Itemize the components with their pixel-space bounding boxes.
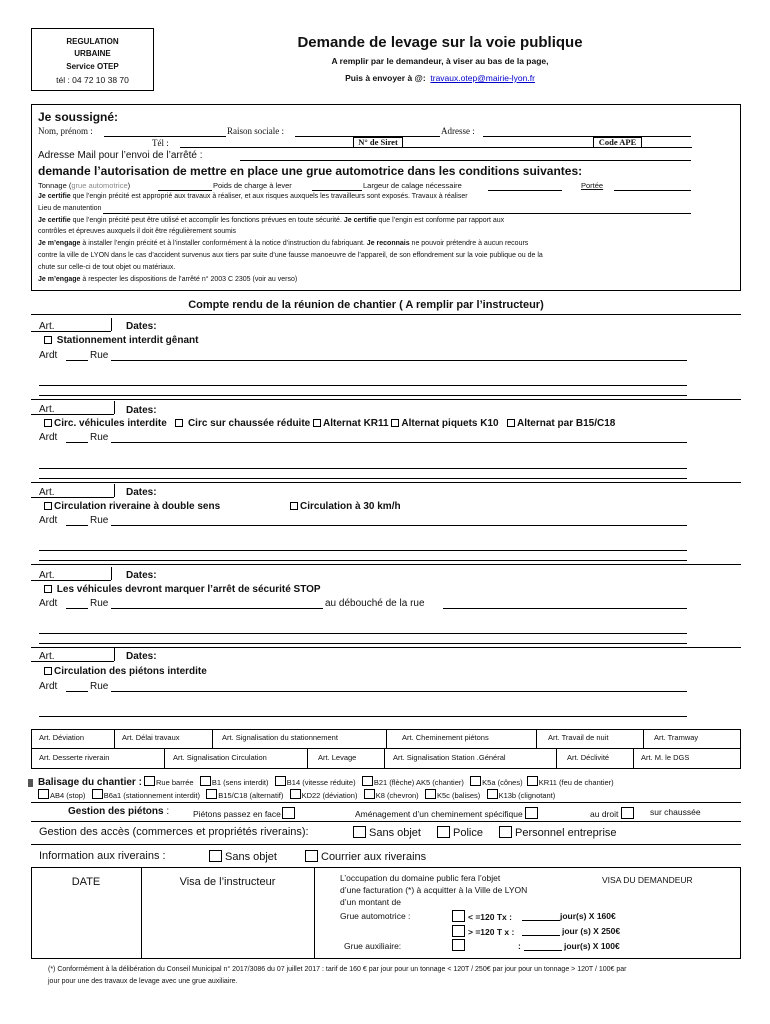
- certifie-1: [38, 193, 468, 200]
- section-5-rue-label: Rue: [90, 681, 109, 692]
- art-grid-bottom: [31, 768, 741, 769]
- section-5-art-underline: [31, 661, 114, 662]
- option-chaussee-reduite-label: Circ sur chaussée réduite: [187, 418, 311, 429]
- lieu-field[interactable]: [103, 213, 691, 214]
- certifie-3-bold: Je certifie: [343, 217, 377, 224]
- siret-field[interactable]: [403, 147, 593, 148]
- largeur-field[interactable]: [488, 190, 562, 191]
- section-1-art-underline: [31, 331, 111, 332]
- section-2-art-label: Art.: [39, 404, 55, 415]
- art-desserte-riverain[interactable]: Art. Desserte riverain: [39, 753, 110, 762]
- option-alternat-kr11-label: Alternat KR11: [323, 418, 389, 429]
- balisage-row2: [38, 789, 555, 800]
- tarif-1-days-field[interactable]: [522, 920, 560, 921]
- balisage-kr11-label: KR11 (feu de chantier): [538, 778, 614, 787]
- nom-label: Nom, prénom :: [38, 126, 93, 136]
- section-3-art-divider: [114, 484, 115, 497]
- pietons-chaussee[interactable]: [650, 807, 701, 817]
- section-1-note-line-2[interactable]: [39, 395, 687, 396]
- balisage-k5c-label: K5c (balises): [436, 791, 481, 800]
- section-3-art-label: Art.: [39, 487, 55, 498]
- section-2-bottom-rule: [31, 482, 741, 483]
- request-heading: demande l’autorisation de mettre en place une grue automotrice dans les conditions suivantes:: [38, 164, 583, 178]
- balisage-row1: [38, 776, 614, 788]
- art-signalisation-circulation[interactable]: Art. Signalisation Circulation: [173, 753, 267, 762]
- art-deviation[interactable]: Art. Déviation: [39, 733, 85, 742]
- section-1-ardt-field[interactable]: [66, 360, 88, 361]
- section-1-rue-field[interactable]: [111, 360, 687, 361]
- engage-1-text: à installer l’engin précité et à l’installer conformément à la notice d’instruction du fabriquant.: [80, 240, 367, 247]
- tarif-1[interactable]: [452, 910, 512, 922]
- art-travail-nuit[interactable]: Art. Travail de nuit: [548, 733, 609, 742]
- pietons-cheminement-label: Aménagement d’un cheminement spécifique: [355, 809, 523, 819]
- pietons-droit[interactable]: [590, 807, 637, 819]
- section-5-ardt-field[interactable]: [66, 691, 88, 692]
- balisage-k8-label: K8 (chevron): [375, 791, 419, 800]
- pietons-label-text: Gestion des piétons: [68, 806, 164, 817]
- je-soussigne-heading: Je soussigné:: [38, 110, 119, 124]
- balisage-b15-label: B15/C18 (alternatif): [218, 791, 284, 800]
- section-2-ardt-field[interactable]: [66, 442, 88, 443]
- pietons-label: [68, 806, 169, 817]
- tarif-1-end: jour(s) X 160€: [560, 911, 616, 921]
- pietons-cheminement-checkbox[interactable]: [525, 807, 538, 819]
- tarif-2-label: > =120 T x :: [468, 927, 515, 937]
- section-1-bottom-rule: [31, 399, 741, 400]
- footnote-line1: (*) Conformément à la délibération du Conseil Municipal n° 2017/3086 du 07 juillet 2017 : tarif de 160 € par jour pour un tonnage < 120T / 250€ par jour pour un tonnage > 120T / 100€ par: [48, 966, 627, 973]
- lieu-label: Lieu de manutention: [38, 205, 102, 212]
- pietons-face-checkbox[interactable]: [282, 807, 295, 819]
- balisage-b1-checkbox[interactable]: [200, 776, 211, 786]
- section-2-rue-field[interactable]: [111, 442, 687, 443]
- section-5-rue-field[interactable]: [111, 691, 687, 692]
- art-signalisation-station[interactable]: Art. Signalisation Station .Général: [393, 753, 506, 762]
- poids-label: Poids de charge à lever: [213, 181, 292, 190]
- raison-label: Raison sociale :: [227, 126, 284, 136]
- balisage-b21[interactable]: [362, 778, 464, 787]
- option-alternat-b15[interactable]: [507, 418, 615, 429]
- art-grid-row2-div-1: [164, 748, 165, 768]
- service-phone: tél : 04 72 10 38 70: [56, 75, 129, 85]
- tarif-3-checkbox[interactable]: [452, 939, 465, 951]
- reconnais-text: ne pouvoir prétendre à aucun recours: [409, 240, 529, 247]
- subtitle-2-prefix: Puis à envoyer à @:: [345, 73, 426, 83]
- art-delai-travaux[interactable]: Art. Délai travaux: [122, 733, 180, 742]
- poids-field[interactable]: [312, 190, 362, 191]
- compte-rendu-heading: Compte rendu de la réunion de chantier ( A remplir par l’instructeur): [188, 299, 544, 311]
- option-alternat-k10-checkbox[interactable]: [391, 419, 399, 427]
- section-4-art-underline: [31, 580, 111, 581]
- balisage-kd22-label: KD22 (déviation): [301, 791, 358, 800]
- art-grid-row1-div-5: [643, 729, 644, 748]
- balisage-b14-checkbox[interactable]: [275, 776, 286, 786]
- tarif-3-colon: :: [518, 941, 521, 951]
- balisage-b21-label: B21 (flèche) AK5 (chantier): [373, 778, 464, 787]
- option-30kmh[interactable]: [290, 501, 401, 512]
- service-name: Service OTEP: [66, 62, 119, 71]
- option-alternat-b15-checkbox[interactable]: [507, 419, 515, 427]
- subtitle-1: A remplir par le demandeur, à viser au bas de la page,: [331, 56, 549, 66]
- art-cheminement-pietons[interactable]: Art. Cheminement piétons: [402, 733, 489, 742]
- section-5-art-divider: [114, 648, 115, 661]
- balisage-k5a-label: K5a (cônes): [482, 778, 523, 787]
- engage-1-bold: Je m’engage: [38, 240, 81, 247]
- footnote-line2: jour pour une des travaux de levage avec une grue auxiliaire.: [48, 978, 238, 985]
- balisage-k8-checkbox[interactable]: [364, 789, 375, 799]
- ape-label: Code APE: [593, 137, 642, 148]
- art-grid-row1-div-2: [212, 729, 213, 748]
- section-4-note-line-1[interactable]: [39, 633, 687, 634]
- pietons-droit-label: au droit: [590, 809, 619, 819]
- section-3-art-underline: [31, 497, 114, 498]
- email-link[interactable]: travaux.otep@mairie-lyon.fr: [430, 73, 535, 83]
- balisage-k8[interactable]: [364, 791, 419, 800]
- section-4-ardt-field[interactable]: [66, 608, 88, 609]
- certifie-2-text: que l’engin précité peut être utilisé et accomplir les fonctions prévues en toute sécurité.: [70, 217, 344, 224]
- art-grid-middle: [31, 748, 741, 749]
- signature-div-2: [314, 867, 315, 959]
- section-5-ardt-label: Ardt: [39, 681, 58, 692]
- section-5-dates-label: Dates:: [126, 651, 157, 662]
- balisage-rue-barree-label: Rue barrée: [156, 778, 194, 787]
- tarif-1-label: < =120 Tx :: [468, 912, 512, 922]
- section-3-rue-field[interactable]: [111, 525, 687, 526]
- art-tramway[interactable]: Art. Tramway: [654, 733, 699, 742]
- section-4-rue-field[interactable]: [111, 608, 323, 609]
- section-3-dates-label: Dates:: [126, 487, 157, 498]
- info-sans-objet-label: Sans objet: [225, 851, 277, 863]
- balisage-label: Balisage du chantier :: [38, 777, 142, 788]
- tonnage-close: ): [127, 181, 131, 190]
- art-grid-border-right: [740, 729, 741, 768]
- option-pietons-label: Circulation des piétons interdite: [54, 666, 207, 677]
- acces-personnel-checkbox[interactable]: [499, 826, 512, 838]
- section-2-art-divider: [114, 401, 115, 414]
- mail-label: Adresse Mail pour l’envoi de l’arrêté :: [38, 150, 203, 161]
- balisage-k13b-label: K13b (clignotant): [498, 791, 556, 800]
- acces-police[interactable]: [437, 826, 483, 839]
- section-4-dates-label: Dates:: [126, 570, 157, 581]
- option-stop-checkbox[interactable]: [44, 585, 52, 593]
- tarif-2-days-field[interactable]: [522, 935, 560, 936]
- subtitle-2: [250, 73, 630, 83]
- engage-line3: chute sur celle-ci de tout objet ou matériaux.: [38, 264, 176, 271]
- tonnage-field[interactable]: [158, 190, 212, 191]
- option-stop[interactable]: [44, 584, 321, 595]
- tarif-3[interactable]: [452, 939, 468, 951]
- section-2-options: [44, 418, 724, 429]
- art-grid-row1-div-3: [386, 729, 387, 748]
- acces-sans-objet-label: Sans objet: [369, 827, 421, 839]
- nom-field[interactable]: [104, 136, 226, 137]
- section-4-bottom-rule: [31, 647, 741, 648]
- section-3-ardt-field[interactable]: [66, 525, 88, 526]
- mail-field[interactable]: [240, 160, 691, 161]
- option-chaussee-reduite-checkbox[interactable]: [175, 419, 183, 427]
- balisage-b15[interactable]: [206, 791, 283, 800]
- info-sans-objet-checkbox[interactable]: [209, 850, 222, 862]
- info-sans-objet[interactable]: [209, 850, 277, 863]
- balisage-kr11[interactable]: [527, 778, 614, 787]
- section-5-art-label: Art.: [39, 651, 55, 662]
- certifie-1-bold: Je certifie: [38, 193, 71, 200]
- acces-police-checkbox[interactable]: [437, 826, 450, 838]
- info-courrier-label: Courrier aux riverains: [321, 851, 427, 863]
- balisage-kd22[interactable]: [290, 791, 358, 800]
- acces-top-rule: [31, 821, 741, 822]
- balisage-k13b[interactable]: [487, 791, 556, 800]
- section-4-note-line-2[interactable]: [39, 643, 687, 644]
- section-1-note-line-1[interactable]: [39, 385, 687, 386]
- option-circ-interdite[interactable]: [44, 418, 167, 429]
- dept-line1: REGULATION: [66, 37, 119, 46]
- balisage-k5c[interactable]: [425, 791, 480, 800]
- pietons-face[interactable]: [193, 807, 298, 819]
- tarif-3-end: jour(s) X 100€: [564, 941, 620, 951]
- balisage-b1[interactable]: [200, 778, 269, 787]
- tel-label: Tél :: [152, 138, 169, 148]
- occupation-line1: L’occupation du domaine public fera l’objet: [340, 873, 501, 883]
- tel-field[interactable]: [180, 147, 353, 148]
- occupation-line2: d’une facturation (*) à acquitter à la Ville de LYON: [340, 885, 528, 895]
- portee-label: Portée: [581, 181, 604, 190]
- balisage-b14-label: B14 (vitesse réduite): [286, 778, 356, 787]
- grue-auxiliaire-label: Grue auxiliaire:: [344, 941, 402, 951]
- balisage-b6a1-label: B6a1 (stationnement interdit): [103, 791, 201, 800]
- option-circ-interdite-checkbox[interactable]: [44, 419, 52, 427]
- section-2-note-line-1[interactable]: [39, 468, 687, 469]
- pietons-face-label: Piétons passez en face: [193, 809, 281, 819]
- balisage-b15-checkbox[interactable]: [206, 789, 217, 799]
- tarif-2-end: jour (s) X 250€: [562, 926, 621, 936]
- option-pietons-interdite[interactable]: [44, 666, 207, 677]
- balisage-b1-label: B1 (sens interdit): [211, 778, 269, 787]
- pietons-top-rule: [31, 802, 741, 803]
- section-4-debouche-label: au débouché de la rue: [325, 598, 425, 609]
- balisage-ab4-label: AB4 (stop): [50, 791, 86, 800]
- visa-demandeur-label: VISA DU DEMANDEUR: [602, 875, 693, 885]
- dept-line2: URBAINE: [74, 49, 111, 58]
- balisage-kd22-checkbox[interactable]: [290, 789, 301, 799]
- acces-personnel-label: Personnel entreprise: [515, 827, 617, 839]
- balisage-k13b-checkbox[interactable]: [487, 789, 498, 799]
- reconnais-bold: Je reconnais: [366, 240, 410, 247]
- art-grid-row1-div-4: [536, 729, 537, 748]
- section-4-art-divider: [111, 567, 112, 580]
- pietons-colon: :: [166, 806, 170, 817]
- section-2-rue-label: Rue: [90, 432, 109, 443]
- option-pietons-checkbox[interactable]: [44, 667, 52, 675]
- balisage-rue-barree-checkbox[interactable]: [144, 776, 155, 786]
- option-alternat-kr11-checkbox[interactable]: [313, 419, 321, 427]
- acces-personnel[interactable]: [499, 826, 617, 839]
- art-grid-border-left: [31, 729, 32, 768]
- acces-label: Gestion des accès (commerces et propriétés riverains):: [39, 826, 309, 838]
- section-3-note-line-1[interactable]: [39, 550, 687, 551]
- balisage-kr11-checkbox[interactable]: [527, 776, 538, 786]
- section-1-rue-label: Rue: [90, 350, 109, 361]
- option-alternat-k10-label: Alternat piquets K10: [401, 418, 499, 429]
- balisage-k5a-checkbox[interactable]: [470, 776, 481, 786]
- engage-2-bold: Je m’engage: [38, 276, 81, 283]
- acces-sans-objet-checkbox[interactable]: [353, 826, 366, 838]
- adresse-field[interactable]: [483, 136, 691, 137]
- section-2-note-line-2[interactable]: [39, 478, 687, 479]
- info-courrier-checkbox[interactable]: [305, 850, 318, 862]
- balisage-ab4[interactable]: [38, 791, 85, 800]
- option-riveraine-double-sens[interactable]: [44, 501, 220, 512]
- section-2-art-underline: [31, 414, 114, 415]
- largeur-label: Largeur de calage nécessaire: [363, 181, 462, 190]
- certifie-2: [38, 217, 504, 224]
- option-30kmh-label: Circulation à 30 km/h: [300, 501, 401, 512]
- balisage-ab4-checkbox[interactable]: [38, 789, 49, 799]
- section-4-art-label: Art.: [39, 570, 55, 581]
- art-grid-row2-div-4: [556, 748, 557, 768]
- art-grid-row2-div-3: [384, 748, 385, 768]
- certifie-line2: contrôles et épreuves auxquels il doit être régulièrement soumis: [38, 228, 237, 235]
- section-1-item-label: Stationnement interdit gênant: [56, 335, 199, 346]
- section-3-bottom-rule: [31, 564, 741, 565]
- tonnage-label: Tonnage (: [38, 181, 72, 190]
- section-1-art-divider: [111, 318, 112, 331]
- section-2-ardt-label: Ardt: [39, 432, 58, 443]
- section-5-note-line-1[interactable]: [39, 716, 687, 717]
- balisage-rue-barree[interactable]: [144, 778, 194, 787]
- option-riveraine-checkbox[interactable]: [44, 502, 52, 510]
- balisage-k5a[interactable]: [470, 778, 522, 787]
- compte-rendu-top-rule: [31, 314, 741, 315]
- option-alternat-k10[interactable]: [391, 418, 498, 429]
- section-4-ardt-label: Ardt: [39, 598, 58, 609]
- option-riveraine-label: Circulation riveraine à double sens: [54, 501, 221, 512]
- section-1-ardt-label: Ardt: [39, 350, 58, 361]
- acces-sans-objet[interactable]: [353, 826, 421, 839]
- info-label: Information aux riverains :: [39, 850, 166, 862]
- balisage-k5c-checkbox[interactable]: [425, 789, 436, 799]
- balisage-b14[interactable]: [275, 778, 356, 787]
- engage-2: [38, 276, 297, 283]
- section-3-note-line-2[interactable]: [39, 560, 687, 561]
- tarif-2-checkbox[interactable]: [452, 925, 465, 937]
- balisage-b6a1[interactable]: [92, 791, 200, 800]
- option-alternat-b15-label: Alternat par B15/C18: [516, 418, 616, 429]
- section-4-debouche-field[interactable]: [443, 608, 687, 609]
- pietons-droit-checkbox[interactable]: [621, 807, 634, 819]
- option-stop-label: Les véhicules devront marquer l’arrêt de sécurité STOP: [56, 584, 321, 595]
- option-chaussee-reduite[interactable]: [175, 418, 310, 429]
- art-levage[interactable]: Art. Levage: [318, 753, 357, 762]
- grue-automotrice-label: Grue automotrice :: [340, 911, 411, 921]
- balisage-b21-checkbox[interactable]: [362, 776, 373, 786]
- adresse-label: Adresse :: [441, 126, 475, 136]
- engage-2-text: à respecter les dispositions de l’arrêté n° 2003 C 2305 (voir au verso): [80, 276, 298, 283]
- art-declivite[interactable]: Art. Déclivité: [567, 753, 610, 762]
- date-label: DATE: [71, 876, 101, 888]
- section-1-checkbox[interactable]: [44, 336, 52, 344]
- section-1-art-label: Art.: [39, 321, 55, 332]
- occupation-line3: d’un montant de: [340, 897, 401, 907]
- pietons-chaussee-label: sur chaussée: [650, 807, 701, 817]
- tonnage-hint: grue automotrice: [71, 181, 128, 190]
- section-3-ardt-label: Ardt: [39, 515, 58, 526]
- info-courrier[interactable]: [305, 850, 426, 863]
- engage-1: [38, 240, 528, 247]
- section-3-rue-label: Rue: [90, 515, 109, 526]
- option-30kmh-checkbox[interactable]: [290, 502, 298, 510]
- tarif-3-days-field[interactable]: [524, 950, 562, 951]
- balisage-b6a1-checkbox[interactable]: [92, 789, 103, 799]
- engage-line2: contre la ville de LYON dans le cas d’accident survenus aux tiers par suite d’une fausse manoeuvre de l’appareil, de son effondrement sur la voie publique ou de la: [38, 252, 543, 259]
- certifie-2-bold: Je certifie: [38, 217, 71, 224]
- option-circ-interdite-label: Circ. véhicules interdite: [54, 418, 167, 429]
- art-grid-row1-div-1: [114, 729, 115, 748]
- art-grid-row2-div-2: [307, 748, 308, 768]
- ape-field[interactable]: [642, 147, 692, 148]
- section-4-rue-label: Rue: [90, 598, 109, 609]
- art-signalisation-stationnement[interactable]: Art. Signalisation du stationnement: [222, 733, 338, 742]
- option-alternat-kr11[interactable]: [313, 418, 389, 429]
- section-2-dates-label: Dates:: [126, 405, 157, 416]
- pietons-cheminement[interactable]: [355, 807, 541, 819]
- balisage-marker: [28, 779, 33, 787]
- info-top-rule: [31, 844, 741, 845]
- tarif-1-checkbox[interactable]: [452, 910, 465, 922]
- art-dgs[interactable]: Art. M. le DGS: [641, 753, 690, 762]
- page-title: Demande de levage sur la voie publique: [297, 34, 583, 51]
- visa-instructeur-label: Visa de l’instructeur: [179, 876, 276, 888]
- tarif-2[interactable]: [452, 925, 514, 937]
- art-grid-row2-div-5: [633, 748, 634, 768]
- siret-label: N° de Siret: [353, 137, 403, 148]
- section-1-dates-label: Dates:: [126, 321, 157, 332]
- tonnage-row: [38, 181, 130, 190]
- certifie-1-text: que l’engin précité est approprié aux travaux à réaliser, et aux risques auxquels les travailleurs sont exposés. Travaux à réaliser: [70, 193, 468, 200]
- portee-field[interactable]: [614, 190, 691, 191]
- section-1-item[interactable]: [44, 335, 198, 346]
- acces-police-label: Police: [453, 827, 483, 839]
- certifie-3-text: que l’engin est conforme par rapport aux: [376, 217, 505, 224]
